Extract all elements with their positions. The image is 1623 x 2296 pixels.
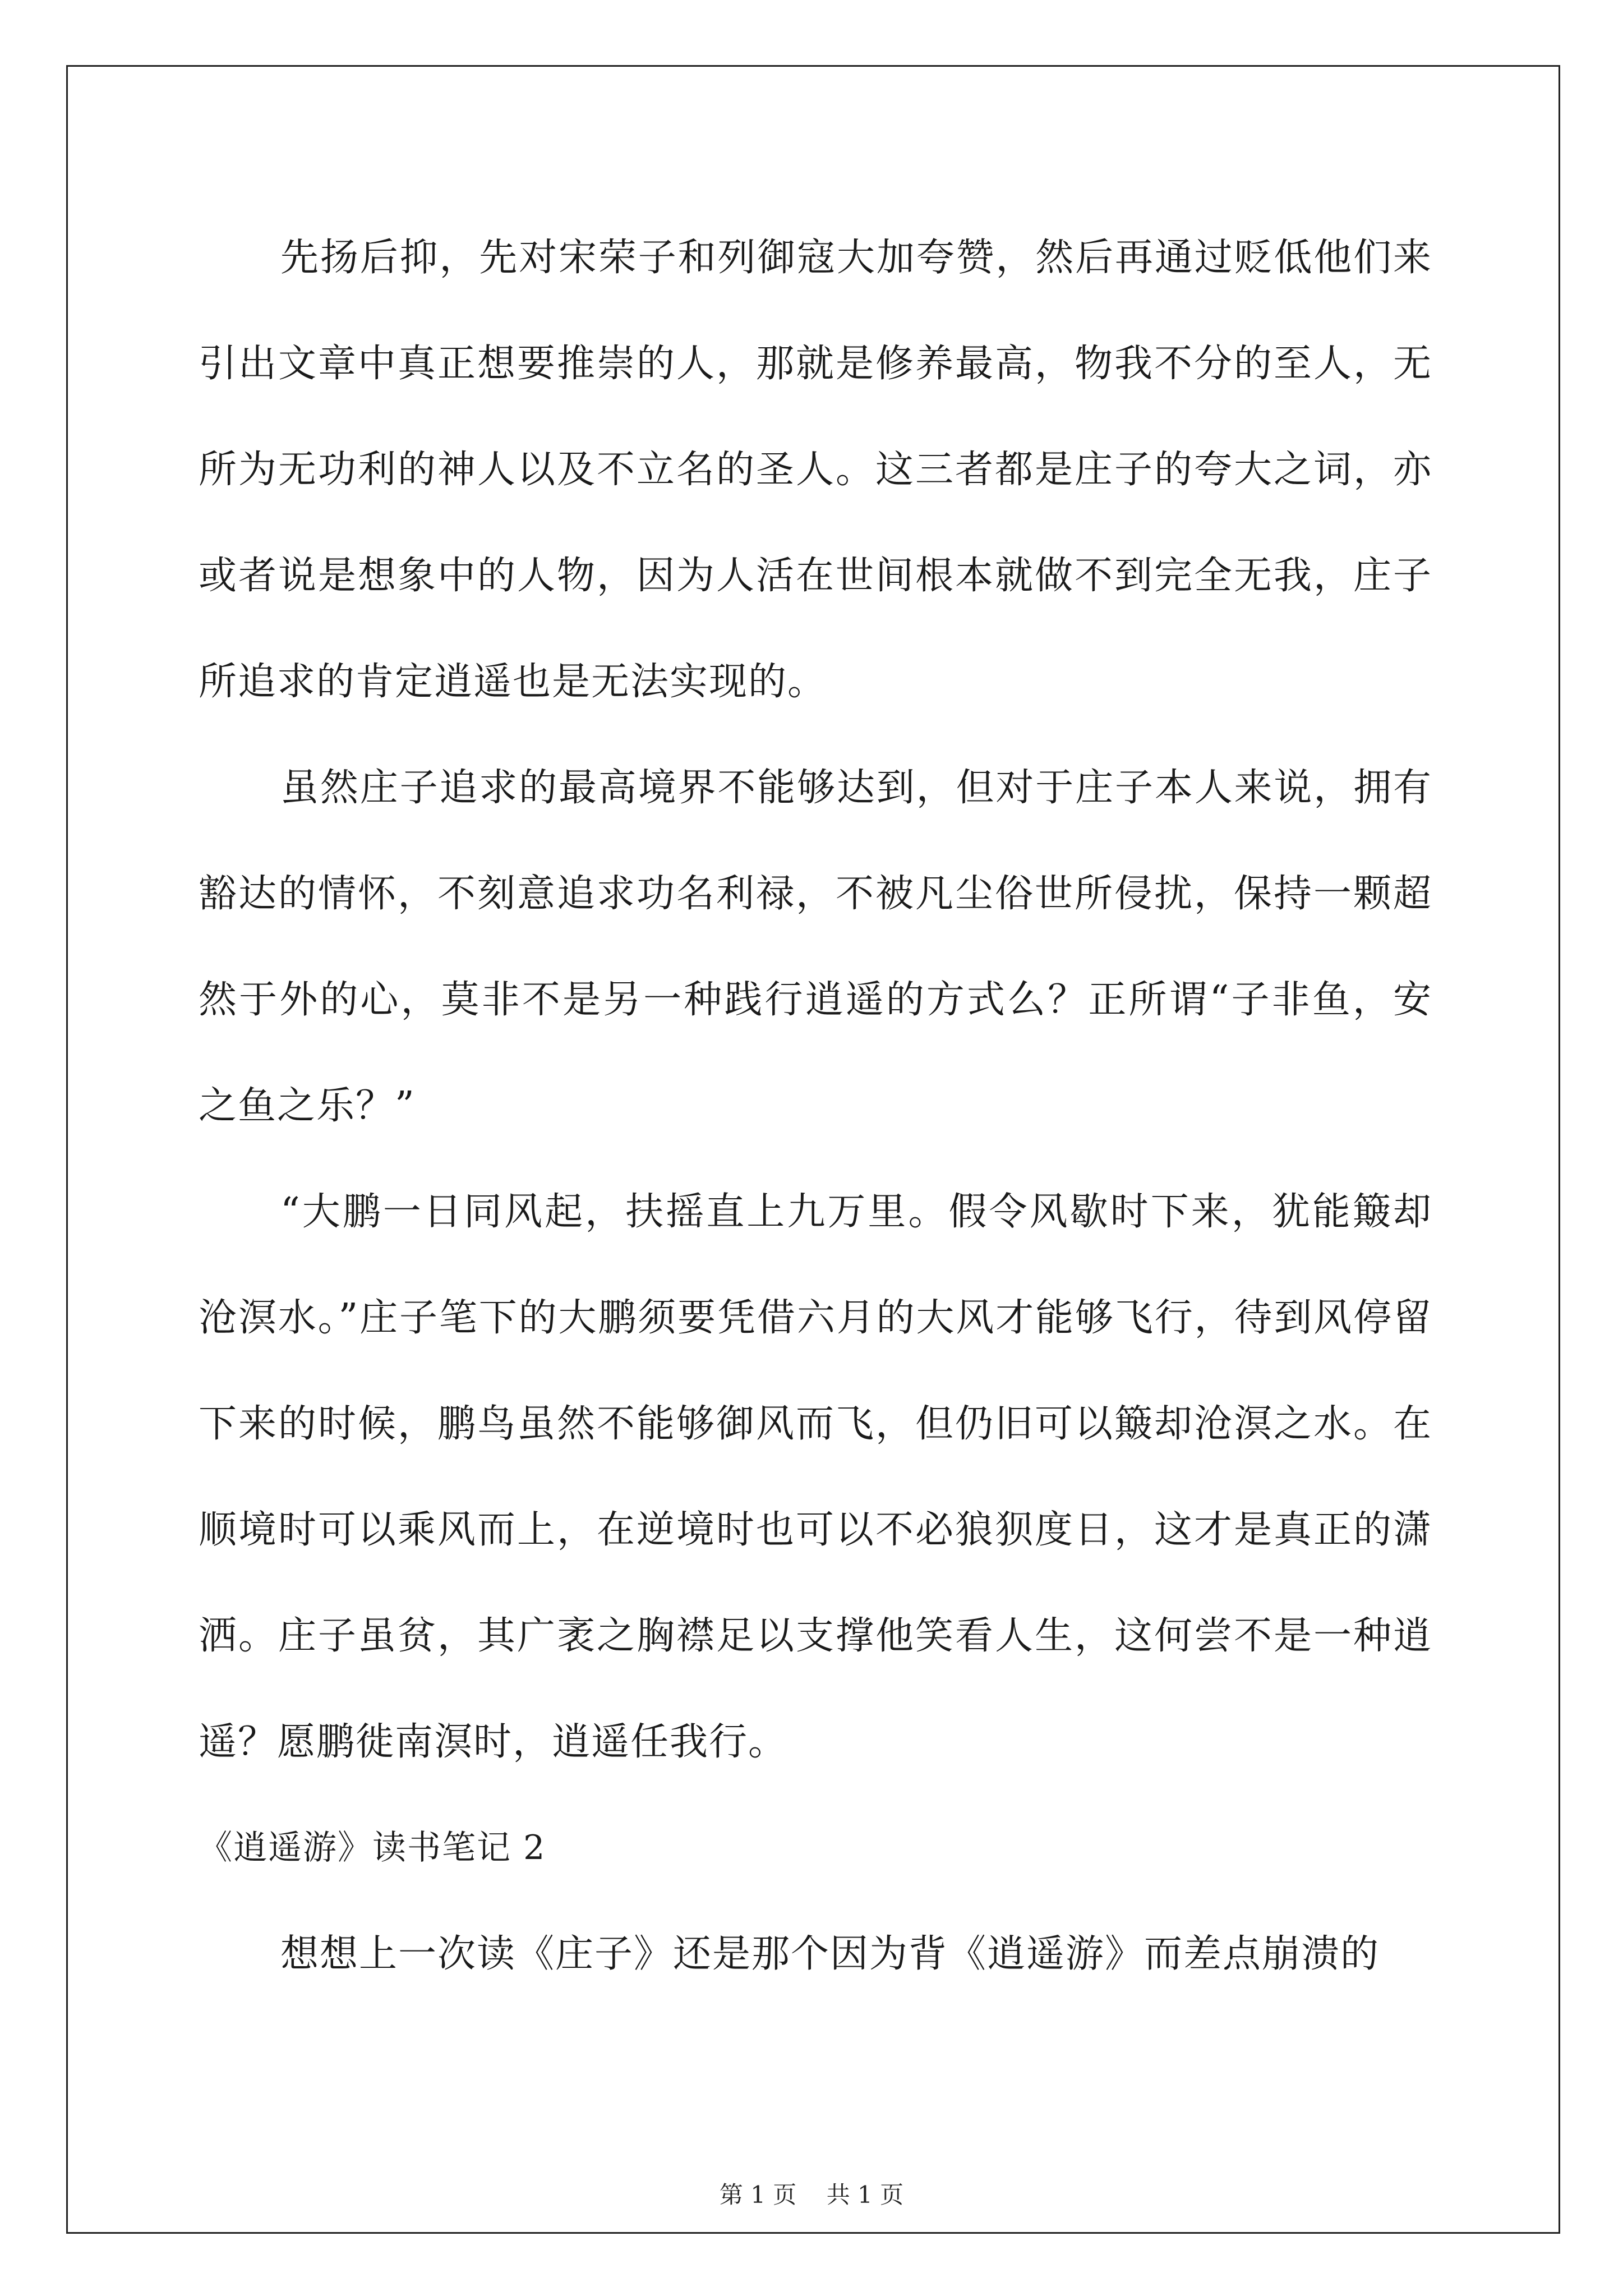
section-heading: 《逍遥游》读书笔记 2: [199, 1828, 546, 1867]
paragraph-3: “大鹏一日同风起，扶摇直上九万里。假令风歇时下来，犹能簸却沧溟水。”庄子笔下的大鹏须要凭借六月的大风才能够飞行，待到风停留下来的时候，鹏鸟虽然不能够御风而飞，但仍旧可以簸却沧溟之水。在顺境时可以乘风而上，在逆境时也可以不必狼狈度日，这才是真正的潇洒。庄子虽贫，其广袤之胸襟足以支撑他笑看人生，这何尝不是一种逍遥？愿鹏徙南溟时，逍遥任我行。: [199, 1190, 1432, 1764]
paragraph-4: 想想上一次读《庄子》还是那个因为背《逍遥游》而差点崩溃的: [280, 1932, 1380, 1976]
paragraph-2: 虽然庄子追求的最高境界不能够达到，但对于庄子本人来说，拥有豁达的情怀，不刻意追求功名利禄，不被凡尘俗世所侵扰，保持一颗超然于外的心，莫非不是另一种践行逍遥的方式么？正所谓“子非鱼，安之鱼之乐？”: [199, 766, 1432, 1128]
document-body: [199, 205, 1432, 2007]
paragraph-1: 先扬后抑，先对宋荣子和列御寇大加夸赞，然后再通过贬低他们来引出文章中真正想要推崇的人，那就是修养最高，物我不分的至人，无所为无功利的神人以及不立名的圣人。这三者都是庄子的夸大之词，亦或者说是想象中的人物，因为人活在世间根本就做不到完全无我，庄子所追求的肯定逍遥也是无法实现的。: [199, 236, 1432, 704]
page-number-footer: 第 1 页 共 1 页: [719, 2181, 904, 2208]
